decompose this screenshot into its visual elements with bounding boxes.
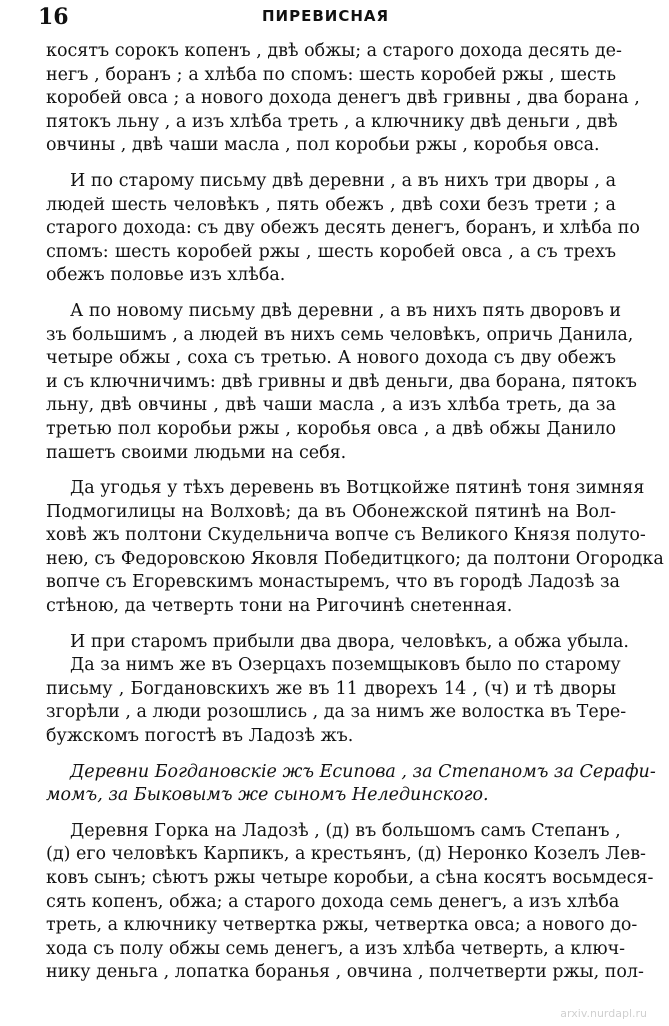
- text-line: Подмогилицы на Волховѣ; да въ Обонежской пятинѣ на Вол-: [46, 501, 616, 522]
- text-line: обежъ половье изъ хлѣба.: [46, 265, 286, 286]
- text-line: стѣною, да четверть тони на Ригочинѣ снетенная.: [46, 596, 513, 617]
- text-line: Деревни Богдановскіе жъ Есипова , за Степаномъ за Серафи-: [70, 761, 656, 782]
- text-line: А по новому письму двѣ деревни , а въ нихъ пять дворовъ и: [70, 300, 622, 321]
- text-line: момъ, за Быковымъ же сыномъ Нелединского.: [46, 785, 489, 806]
- text-line: сять копенъ, обжа; а старого дохода семь денегъ, а изъ хлѣба: [46, 891, 620, 912]
- text-line: вопче съ Егоревскимъ монастыремъ, что въ городѣ Ладозѣ за: [46, 572, 620, 593]
- paragraph: [46, 170, 640, 288]
- text-line: треть, а ключнику четвертка ржы, четвертка овса; а нового до-: [46, 915, 638, 936]
- text-line: пашетъ своими людьми на себя.: [46, 442, 347, 463]
- text-line: Деревня Горка на Ладозѣ , (д) въ большомъ самъ Степанъ ,: [70, 820, 621, 841]
- paragraph: [46, 631, 629, 655]
- paragraph: [46, 300, 637, 465]
- text-line: ковъ сынъ; сѣютъ ржы четыре коробьи, а сѣна косятъ восьмдеся-: [46, 868, 654, 888]
- text-line: косятъ сорокъ копенъ , двѣ обжы; а старого дохода десять де-: [46, 41, 622, 61]
- paragraph: [46, 477, 664, 619]
- paragraph-gap: [46, 158, 616, 170]
- running-title: ПИРЕВИСНАЯ: [262, 7, 390, 25]
- text-line: (д) его человѣкъ Карпикъ, а крестьянъ, (д) Неронко Козелъ Лев-: [46, 844, 646, 865]
- paragraph: [46, 654, 627, 748]
- paragraph: [46, 820, 654, 985]
- text-line: Да угодья у тѣхъ деревень въ Вотцкойже пятинѣ тоня зимняя: [70, 478, 645, 499]
- paragraph: [46, 40, 640, 158]
- text-line: четыре обжы , соха съ третью. А нового дохода съ дву обежъ: [46, 348, 616, 369]
- paragraph-gap: [46, 808, 616, 820]
- text-line: зъ большимъ , а людей въ нихъ семь человѣкъ, опричь Данила,: [46, 324, 634, 345]
- text-line: третью пол коробьи ржы , коробья овса , а двѣ обжы Данило: [46, 418, 616, 439]
- body-text: [46, 40, 664, 985]
- text-line: старого дохода: съ дву обежъ десять денегъ, боранъ, и хлѣба по: [46, 218, 640, 239]
- text-line: людей шесть человѣкъ , пять обежъ , двѣ сохи безъ трети ; а: [46, 194, 616, 215]
- text-line: И при старомъ прибыли два двора, человѣкъ, а обжа убыла.: [70, 631, 629, 652]
- watermark: arxiv.nurdapl.ru: [560, 1007, 647, 1020]
- text-line: Да за нимъ же въ Озерцахъ поземщыковъ было по старому: [70, 655, 621, 676]
- paragraph-gap: [46, 288, 616, 300]
- text-line: спомъ: шесть коробей ржы , шесть коробей овса , а съ трехъ: [46, 241, 616, 262]
- text-line: бужскомъ погостѣ въ Ладозѣ жъ.: [46, 726, 354, 747]
- text-line: коробей овса ; а нового дохода денегъ двѣ гривны , два борана ,: [46, 88, 640, 109]
- paragraph: [46, 761, 656, 808]
- text-line: пятокъ льну , а изъ хлѣба треть , а ключнику двѣ деньги , двѣ: [46, 111, 618, 132]
- running-head: [38, 4, 617, 34]
- paragraph-gap: [46, 465, 616, 477]
- text-line: и съ ключничимъ: двѣ гривны и двѣ деньги, два борана, пятокъ: [46, 371, 637, 392]
- text-line: И по старому письму двѣ деревни , а въ нихъ три дворы , а: [70, 170, 616, 191]
- page-number: 16: [38, 4, 69, 30]
- text-line: згорѣли , а люди розошлись , да за нимъ же волостка въ Тере-: [46, 702, 627, 723]
- text-line: льну, двѣ овчины , двѣ чаши масла , а изъ хлѣба треть, да за: [46, 395, 616, 416]
- text-line: негъ , боранъ ; а хлѣба по спомъ: шесть коробей ржы , шесть: [46, 64, 616, 85]
- text-line: овчины , двѣ чаши масла , пол коробьи ржы , коробья овса.: [46, 135, 600, 156]
- text-line: хода съ полу обжы семь денегъ, а изъ хлѣба четверть, а ключ-: [46, 938, 626, 959]
- paragraph-gap: [46, 619, 616, 631]
- text-line: нику деньга , лопатка боранья , овчина , полчетверти ржы, пол-: [46, 962, 644, 983]
- paragraph-gap: [46, 749, 616, 761]
- text-line: письму , Богдановскихъ же въ 11 дворехъ 14 , (ч) и тѣ дворы: [46, 678, 616, 699]
- text-line: нею, съ Федоровскою Яковля Победитцкого; да полтони Огородка: [46, 548, 664, 569]
- text-line: ховѣ жъ полтони Скудельнича вопче съ Великого Князя полуто-: [46, 525, 646, 546]
